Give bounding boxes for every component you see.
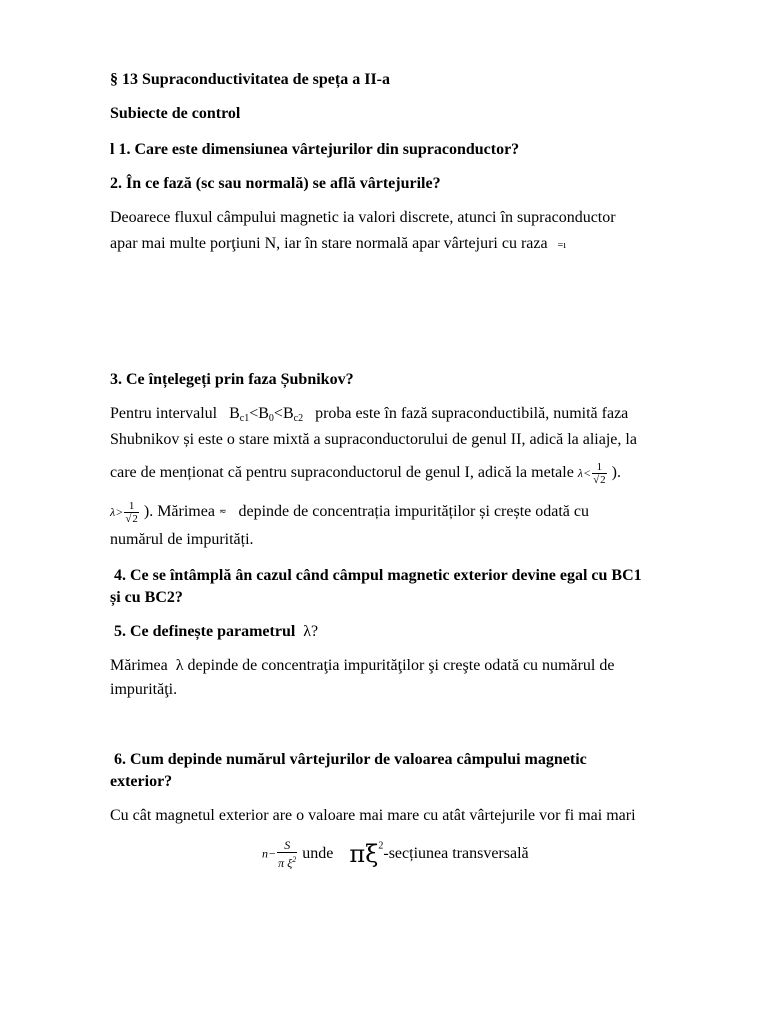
formula-square: 2 bbox=[292, 855, 297, 864]
answer-3-line-5: numărul de impurități. bbox=[110, 531, 254, 548]
question-4-line-1: 4. Ce se întâmplă ân cazul când câmpul magnetic exterior devine egal cu BC1 bbox=[114, 567, 642, 584]
b-c1 bbox=[229, 405, 249, 422]
vortex-count-formula bbox=[262, 838, 529, 878]
formula-n: n bbox=[262, 846, 268, 861]
cross-section-label: -secțiunea transversală bbox=[383, 845, 529, 862]
formula-xi: ξ bbox=[287, 856, 293, 870]
question-4-line-2: și cu BC2? bbox=[110, 589, 183, 606]
question-3: 3. Ce înțelegeți prin faza Șubnikov? bbox=[110, 371, 354, 388]
answer-3-line-4 bbox=[110, 496, 589, 526]
gt-sign: > bbox=[115, 505, 124, 519]
answer-2-line-2 bbox=[110, 234, 566, 256]
answer-3-line-1 bbox=[110, 404, 628, 429]
formula-pi: π bbox=[278, 856, 285, 870]
small-symbol: ≂ bbox=[218, 506, 227, 516]
formula-equals: − bbox=[268, 846, 277, 861]
question-5 bbox=[114, 622, 318, 642]
section-heading: Subiecte de control bbox=[110, 105, 241, 122]
fraction bbox=[124, 500, 139, 525]
fraction-numerator: 1 bbox=[592, 461, 607, 474]
zero-subscript: 0 bbox=[268, 413, 274, 424]
b-0 bbox=[258, 405, 274, 422]
cross-section-square: 2 bbox=[378, 840, 384, 852]
fraction bbox=[592, 461, 607, 486]
answer-6: Cu cât magnetul exterior are o valoare mai mare cu atât vârtejurile vor fi mai mari bbox=[110, 807, 636, 824]
answer-3-prefix: Pentru intervalul bbox=[110, 405, 218, 422]
lambda-symbol: λ bbox=[175, 657, 184, 674]
lt-sign: < bbox=[273, 405, 283, 422]
sqrt-radicand: 2 bbox=[600, 473, 606, 486]
question-1: l 1. Care este dimensiunea vârtejurilor din supraconductor? bbox=[110, 141, 520, 158]
b-letter: B bbox=[258, 405, 269, 422]
c2-subscript: c2 bbox=[293, 413, 304, 424]
question-5-symbol: λ? bbox=[303, 623, 319, 640]
answer-5-line-1 bbox=[110, 656, 614, 676]
cross-section-pi: π bbox=[349, 840, 366, 868]
formula-numerator: S bbox=[277, 838, 297, 853]
answer-5-line-2: impurităţi. bbox=[110, 681, 178, 698]
question-6-line-2: exterior? bbox=[110, 773, 173, 790]
c1-subscript: c1 bbox=[239, 413, 250, 424]
lambda-symbol: λ bbox=[110, 505, 116, 519]
formula-denominator bbox=[277, 853, 297, 870]
sqrt-sign: √ bbox=[593, 473, 600, 486]
cross-section-xi: ξ bbox=[365, 840, 379, 868]
lambda-symbol: λ bbox=[577, 466, 583, 480]
radius-symbol: =ı bbox=[557, 240, 567, 251]
formula-fraction bbox=[277, 838, 297, 870]
question-2: 2. În ce fază (sc sau normală) se află vârtejurile? bbox=[110, 175, 441, 192]
answer-3-line-4-mid: ). Mărimea bbox=[143, 503, 215, 520]
document-title: § 13 Supraconductivitatea de speța a II-a bbox=[110, 71, 391, 88]
b-c2 bbox=[283, 405, 303, 422]
lt-sign: < bbox=[249, 405, 259, 422]
b-letter: B bbox=[229, 405, 240, 422]
fraction-denominator bbox=[124, 513, 139, 525]
question-5-text: 5. Ce definește parametrul bbox=[114, 623, 296, 640]
answer-3-line-4-rest: depinde de concentrația impurităților și crește odată cu bbox=[238, 503, 590, 520]
lt-sign: < bbox=[583, 466, 592, 480]
answer-5-rest: depinde de concentraţia impurităţilor şi creşte odată cu numărul de bbox=[187, 657, 615, 674]
fraction-denominator bbox=[592, 474, 607, 486]
sqrt-sign: √ bbox=[125, 512, 132, 525]
sqrt-radicand: 2 bbox=[132, 512, 138, 525]
answer-3-line-3 bbox=[110, 458, 621, 488]
b-letter: B bbox=[282, 405, 294, 422]
answer-2-line-1: Deoarece fluxul câmpului magnetic ia valori discrete, atunci în supraconductor bbox=[110, 209, 616, 226]
formula-unde: unde bbox=[302, 845, 334, 862]
answer-2-line-2-text: apar mai multe porţiuni N, iar în stare normală apar vârtejuri cu raza bbox=[110, 235, 548, 252]
answer-3-rest: proba este în fază supraconductibilă, numită faza bbox=[315, 405, 629, 422]
answer-5-prefix: Mărimea bbox=[110, 657, 168, 674]
question-6-line-1: 6. Cum depinde numărul vârtejurilor de valoarea câmpului magnetic bbox=[114, 751, 587, 768]
fraction-numerator: 1 bbox=[124, 500, 139, 513]
paren-close: ). bbox=[611, 464, 621, 481]
answer-3-line-3-text: care de menționat că pentru supraconductorul de genul I, adică la metale bbox=[110, 464, 574, 481]
answer-3-line-2: Shubnikov și este o stare mixtă a supraconductorului de genul II, adică la aliaje, la bbox=[110, 431, 637, 448]
